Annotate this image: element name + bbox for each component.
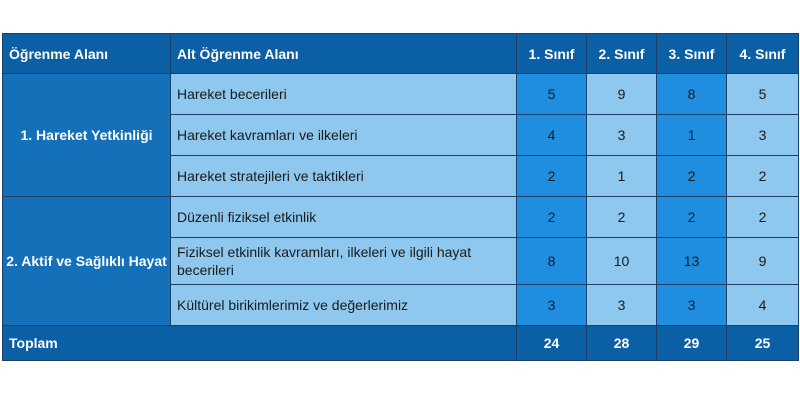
value-cell: 1 (587, 156, 657, 197)
header-grade-1: 1. Sınıf (517, 34, 587, 74)
value-cell: 2 (517, 197, 587, 238)
value-cell: 10 (587, 238, 657, 285)
table-row (3, 197, 799, 238)
total-grade-3: 29 (657, 326, 727, 361)
value-cell: 3 (587, 285, 657, 326)
value-cell: 4 (517, 115, 587, 156)
sub-area-cell: Hareket becerileri (171, 74, 517, 115)
total-grade-4: 25 (727, 326, 799, 361)
value-cell: 2 (587, 197, 657, 238)
value-cell: 3 (517, 285, 587, 326)
group-cell-aktif-ve-saglikli-hayat: 2. Aktif ve Sağlıklı Hayat (3, 197, 171, 326)
value-cell: 4 (727, 285, 799, 326)
total-label: Toplam (3, 326, 517, 361)
value-cell: 3 (587, 115, 657, 156)
header-row (3, 34, 799, 74)
header-grade-3: 3. Sınıf (657, 34, 727, 74)
value-cell: 5 (517, 74, 587, 115)
curriculum-table (2, 33, 799, 361)
value-cell: 8 (657, 74, 727, 115)
header-grade-2: 2. Sınıf (587, 34, 657, 74)
value-cell: 5 (727, 74, 799, 115)
value-cell: 2 (657, 156, 727, 197)
sub-area-cell: Kültürel birikimlerimiz ve değerlerimiz (171, 285, 517, 326)
total-grade-2: 28 (587, 326, 657, 361)
header-sub-area: Alt Öğrenme Alanı (171, 34, 517, 74)
value-cell: 3 (657, 285, 727, 326)
value-cell: 9 (727, 238, 799, 285)
curriculum-table-container (2, 33, 798, 361)
value-cell: 13 (657, 238, 727, 285)
value-cell: 2 (517, 156, 587, 197)
group-cell-hareket-yetkinligi: 1. Hareket Yetkinliği (3, 74, 171, 197)
total-grade-1: 24 (517, 326, 587, 361)
header-area: Öğrenme Alanı (3, 34, 171, 74)
value-cell: 3 (727, 115, 799, 156)
header-grade-4: 4. Sınıf (727, 34, 799, 74)
total-row (3, 326, 799, 361)
sub-area-cell: Fiziksel etkinlik kavramları, ilkeleri ve ilgili hayat becerileri (171, 238, 517, 285)
value-cell: 8 (517, 238, 587, 285)
sub-area-cell: Hareket stratejileri ve taktikleri (171, 156, 517, 197)
value-cell: 1 (657, 115, 727, 156)
value-cell: 2 (727, 197, 799, 238)
value-cell: 2 (727, 156, 799, 197)
sub-area-cell: Hareket kavramları ve ilkeleri (171, 115, 517, 156)
value-cell: 9 (587, 74, 657, 115)
table-row (3, 74, 799, 115)
sub-area-cell: Düzenli fiziksel etkinlik (171, 197, 517, 238)
value-cell: 2 (657, 197, 727, 238)
